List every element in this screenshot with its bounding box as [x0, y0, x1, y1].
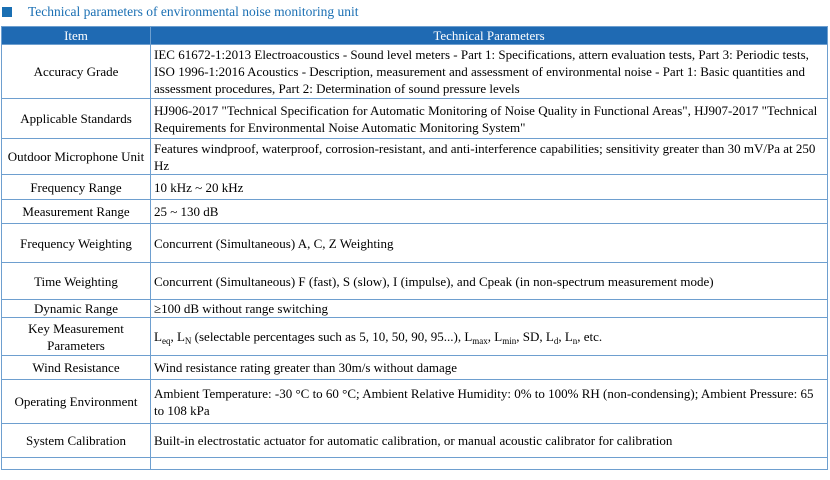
kp-sep: ,: [558, 329, 565, 344]
row-value: Features windproof, waterproof, corrosion-resistant, and anti-interference capabilities; sensitivity greater than 30 mV/Pa at 250 Hz: [151, 139, 828, 175]
table-row: [2, 175, 828, 200]
item-column-header: Item: [2, 27, 151, 45]
row-value-empty: [151, 458, 828, 470]
table-row: [2, 380, 828, 424]
kp-mid: (selectable percentages such as 5, 10, 50, 90, 95...),: [191, 329, 465, 344]
row-value: Wind resistance rating greater than 30m/s without damage: [151, 356, 828, 380]
row-item-label: Dynamic Range: [2, 300, 151, 318]
kp-eq-sub: eq: [161, 336, 171, 346]
kp-d-sub: d: [553, 336, 559, 346]
kp-l: L: [494, 329, 503, 344]
kp-sep: ,: [539, 329, 546, 344]
kp-max-sub: max: [472, 336, 488, 346]
row-item-label: Time Weighting: [2, 263, 151, 300]
params-column-header: Technical Parameters: [151, 27, 828, 45]
section-title-bar: [0, 0, 830, 24]
row-value: Built-in electrostatic actuator for automatic calibration, or manual acoustic calibrator for calibration: [151, 424, 828, 458]
kp-sep: ,: [170, 329, 177, 344]
table-row: [2, 318, 828, 356]
table-header-row: [2, 27, 828, 45]
square-bullet-icon: [2, 7, 12, 17]
kp-sd: SD: [522, 329, 540, 344]
kp-sep: ,: [577, 329, 584, 344]
table-row: [2, 356, 828, 380]
kp-n-sub: N: [184, 336, 192, 346]
kp-l: L: [545, 329, 554, 344]
row-value: Concurrent (Simultaneous) F (fast), S (slow), I (impulse), and Cpeak (in non-spectrum measurement mode): [151, 263, 828, 300]
table-row: [2, 263, 828, 300]
key-params-value: [151, 318, 828, 356]
table-row: [2, 139, 828, 175]
row-item-label: Wind Resistance: [2, 356, 151, 380]
kp-etc: etc.: [583, 329, 603, 344]
kp-nsub-sub: n: [572, 336, 578, 346]
table-row: [2, 200, 828, 224]
row-value: Ambient Temperature: -30 °C to 60 °C; Ambient Relative Humidity: 0% to 100% RH (non-condensing); Ambient Pressure: 65 to 108 kPa: [151, 380, 828, 424]
row-value: ≥100 dB without range switching: [151, 300, 828, 318]
row-item-label-empty: [2, 458, 151, 470]
row-item-label: Applicable Standards: [2, 99, 151, 139]
row-value: 10 kHz ~ 20 kHz: [151, 175, 828, 200]
row-item-label: Frequency Weighting: [2, 224, 151, 263]
row-item-label: Frequency Range: [2, 175, 151, 200]
section-title: Technical parameters of environmental noise monitoring unit: [28, 4, 359, 19]
kp-l: L: [464, 329, 473, 344]
row-item-label: Accuracy Grade: [2, 45, 151, 99]
kp-l: L: [564, 329, 573, 344]
table-row: [2, 45, 828, 99]
kp-l: L: [154, 329, 162, 344]
row-value: IEC 61672-1:2013 Electroacoustics - Sound level meters - Part 1: Specifications, attern evaluation tests, Part 3: Periodic tests, ISO 1996-1:2016 Acoustics - Description, measurement and assessment of environmental noise - Part 1: Basic quantities and assessment procedures, Part 2: Determination of sound pressure levels: [151, 45, 828, 99]
table-row: [2, 300, 828, 318]
row-value: 25 ~ 130 dB: [151, 200, 828, 224]
kp-sep: ,: [487, 329, 495, 344]
table-row: [2, 224, 828, 263]
row-item-label: Measurement Range: [2, 200, 151, 224]
table-row: [2, 99, 828, 139]
table-row: [2, 424, 828, 458]
kp-l: L: [176, 329, 185, 344]
table-row-partial: [2, 458, 828, 470]
kp-sep: ,: [516, 329, 523, 344]
row-value: Concurrent (Simultaneous) A, C, Z Weighting: [151, 224, 828, 263]
row-item-label: Operating Environment: [2, 380, 151, 424]
row-value: HJ906-2017 "Technical Specification for Automatic Monitoring of Noise Quality in Functional Areas", HJ907-2017 "Technical Requirements for Environmental Noise Automatic Monitoring System": [151, 99, 828, 139]
row-item-label: Key Measurement Parameters: [2, 318, 151, 356]
row-item-label: System Calibration: [2, 424, 151, 458]
kp-min-sub: min: [502, 336, 517, 346]
row-item-label: Outdoor Microphone Unit: [2, 139, 151, 175]
parameters-table: [1, 26, 828, 470]
